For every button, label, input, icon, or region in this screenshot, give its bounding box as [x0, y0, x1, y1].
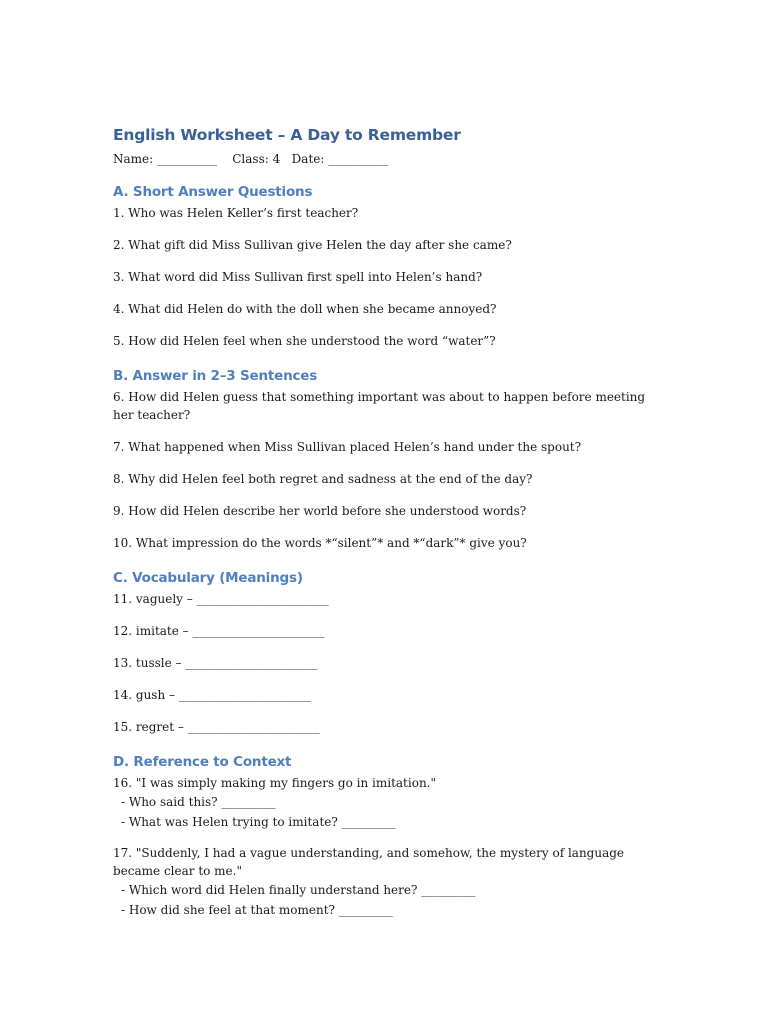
context-16-sub-1: - Who said this? _________ [121, 795, 276, 809]
vocab-item-14: 14. gush – ______________________ [113, 688, 311, 702]
section-c-heading: C. Vocabulary (Meanings) [113, 570, 303, 586]
question-9: 9. How did Helen describe her world before she understood words? [113, 504, 527, 518]
question-7: 7. What happened when Miss Sullivan placed Helen’s hand under the spout? [113, 440, 582, 454]
context-17-sub-1: - Which word did Helen finally understand here? _________ [121, 883, 476, 897]
context-quote-17: 17. "Suddenly, I had a vague understanding, and somehow, the mystery of language became clear to me." [113, 846, 625, 878]
student-info-line: Name: __________ Class: 4 Date: __________ [113, 152, 389, 166]
question-3: 3. What word did Miss Sullivan first spell into Helen’s hand? [113, 270, 483, 284]
vocab-item-13: 13. tussle – ______________________ [113, 656, 318, 670]
section-b-heading: B. Answer in 2–3 Sentences [113, 368, 318, 384]
context-17-sub-2: - How did she feel at that moment? _________ [121, 903, 393, 917]
worksheet-title: English Worksheet – A Day to Remember [113, 126, 461, 144]
vocab-item-11: 11. vaguely – ______________________ [113, 592, 329, 606]
question-2: 2. What gift did Miss Sullivan give Helen the day after she came? [113, 238, 512, 252]
context-quote-16: 16. "I was simply making my fingers go in imitation." [113, 776, 437, 790]
question-5: 5. How did Helen feel when she understood the word “water”? [113, 334, 496, 348]
vocab-item-15: 15. regret – ______________________ [113, 720, 320, 734]
question-4: 4. What did Helen do with the doll when she became annoyed? [113, 302, 497, 316]
context-16-sub-2: - What was Helen trying to imitate? _________ [121, 815, 396, 829]
vocab-item-12: 12. imitate – ______________________ [113, 624, 325, 638]
question-10: 10. What impression do the words *“silent”* and *“dark”* give you? [113, 536, 527, 550]
section-d-heading: D. Reference to Context [113, 754, 292, 770]
section-a-heading: A. Short Answer Questions [113, 184, 313, 200]
question-6: 6. How did Helen guess that something important was about to happen before meeting her teacher? [113, 390, 646, 422]
worksheet-page [113, 124, 658, 920]
question-8: 8. Why did Helen feel both regret and sadness at the end of the day? [113, 472, 533, 486]
question-1: 1. Who was Helen Keller’s first teacher? [113, 206, 359, 220]
